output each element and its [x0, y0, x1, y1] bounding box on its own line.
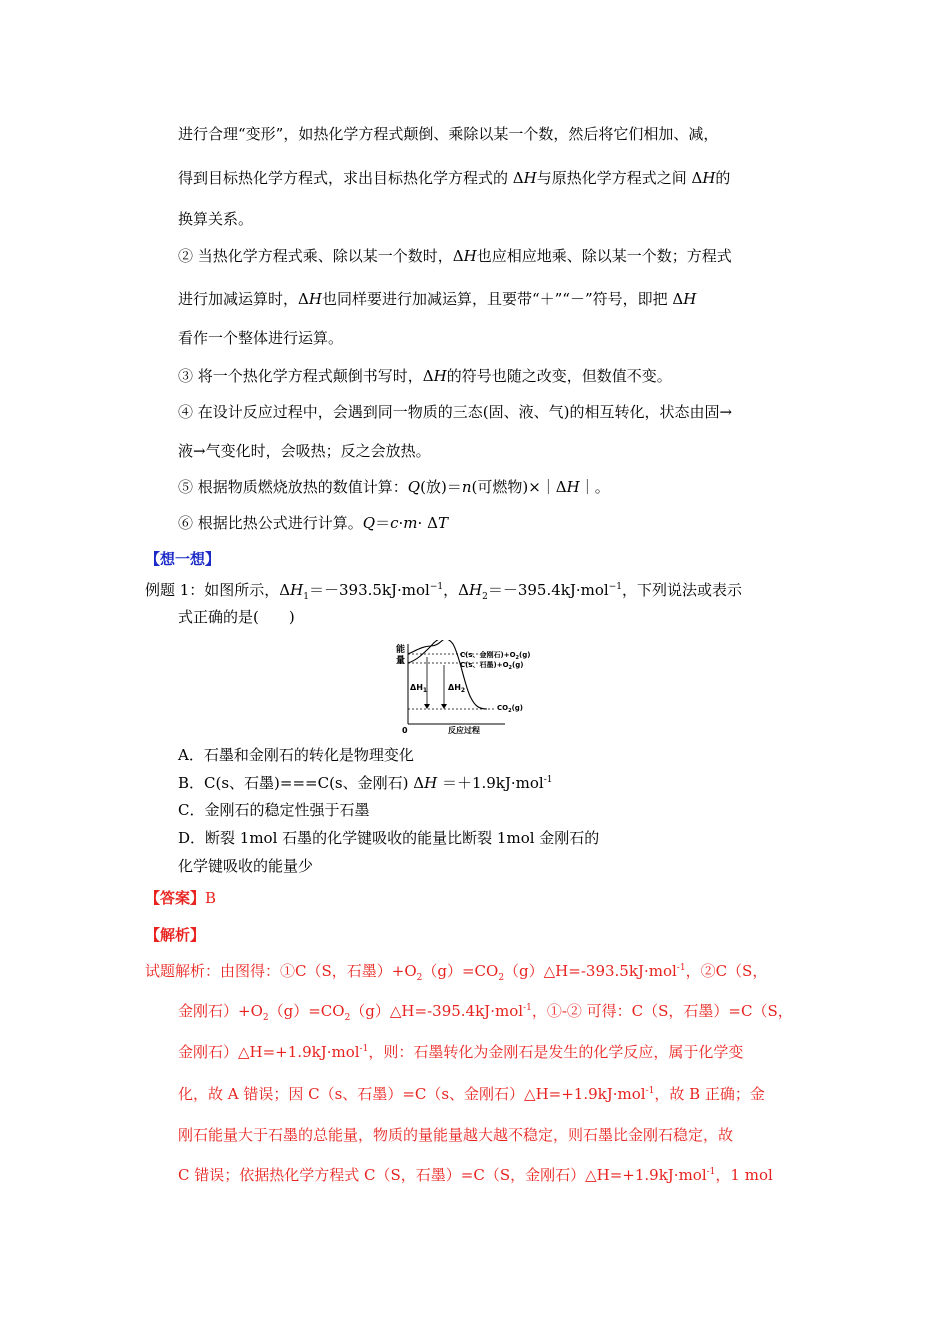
analysis-line-3: 金刚石）△H=+1.9kJ·mol$^{-1}$，则：石墨转化为金刚石是发生的化学反应，属于化学变: [178, 1043, 744, 1061]
analysis-line-6: C 错误；依据热化学方程式 C（S，石墨）=C（S，金刚石）△H=+1.9kJ·mol$^{-1}$，1 mol: [178, 1166, 773, 1184]
rule-3: ③ 将一个热化学方程式颠倒书写时，ΔH的符号也随之改变，但数值不变。: [178, 367, 672, 385]
analysis-line-2: 金刚石）$+O_2(g)=CO_2(g)\triangle H=-395.4kJ\cdot mol^{-1}$，①-② 可得：C（S，石墨）=C（S，: [178, 1002, 793, 1023]
paragraph-line-1: 进行合理“变形”，如热化学方程式颠倒、乘除以某一个数，然后将它们相加、减，: [178, 125, 719, 143]
answer-line: [145, 887, 216, 909]
analysis-line-1: 试题解析：由图得：①C（S，石墨）$+O_2(g)=CO_2(g)\triangle H=-393.5kJ\cdot mol^{-1}$，②C（S，: [145, 962, 768, 983]
diamond-label: C(s、金刚石)$+O_2(g)$: [460, 651, 531, 661]
option-d-line-1: D．断裂 1mol 石墨的化学键吸收的能量比断裂 1mol 金刚石的: [178, 829, 600, 847]
dh2-label: $\Delta H_2$: [448, 683, 466, 694]
paragraph-line-2: 得到目标热化学方程式，求出目标热化学方程式的 ΔH与原热化学方程式之间 ΔH的: [178, 169, 731, 187]
option-a: A．石墨和金刚石的转化是物理变化: [178, 746, 414, 764]
rule-5: ⑤ 根据物质燃烧放热的数值计算：Q(放)＝n(可燃物)×｜ΔH｜。: [178, 478, 610, 496]
energy-diagram: [395, 640, 545, 736]
diagram-ylabel-2: 量: [396, 656, 406, 666]
rule-2-line-3: 看作一个整体进行运算。: [178, 329, 344, 347]
graphite-label: C(s、石墨)$+O_2(g)$: [460, 661, 524, 671]
analysis-line-4: 化，故 A 错误；因 C（s、石墨）=C（s、金刚石）△H=+1.9kJ·mol$^{-1}$，故 B 正确；金: [178, 1085, 765, 1103]
dh1-label: $\Delta H_1$: [410, 683, 428, 694]
rule-4-line-1: ④ 在设计反应过程中，会遇到同一物质的三态(固、液、气)的相互转化，状态由固→: [178, 403, 733, 421]
diagram-xlabel: 反应过程: [448, 726, 480, 735]
rule-6: ⑥ 根据比热公式进行计算。Q＝c·m· ΔT: [178, 514, 448, 532]
rule-2-line-2: 进行加减运算时，ΔH也同样要进行加减运算，且要带“＋”“－”符号，即把 ΔH: [178, 290, 697, 308]
example-question-line-2: 式正确的是( ): [178, 608, 295, 626]
analysis-line-5: 刚石能量大于石墨的总能量，物质的量能量越大越不稳定，则石墨比金刚石稳定，故: [178, 1126, 734, 1144]
paragraph-line-3: 换算关系。: [178, 210, 254, 228]
think-header: 【想一想】: [145, 550, 221, 568]
rule-2-line-1: ② 当热化学方程式乘、除以某一个数时，ΔH也应相应地乘、除以某一个数；方程式: [178, 247, 732, 265]
co2-label: $CO_2(g)$: [497, 704, 523, 714]
option-b: B．C(s、石墨)===C(s、金刚石) ΔH ＝＋1.9kJ·mol$^{-1}$: [178, 774, 553, 792]
diagram-ylabel-1: 能: [396, 645, 406, 655]
diagram-origin: 0: [402, 726, 408, 735]
answer-header: 【答案】: [145, 889, 206, 907]
diamond-curve: [408, 640, 447, 654]
analysis-header: 【解析】: [145, 926, 206, 944]
example-question-line-1: 例题 1：如图所示，$\Delta H_1=-393.5kJ\cdot mol^{-1}$，$\Delta H_2=-395.4kJ\cdot mol^{-1}$，下列说法或表示: [145, 581, 742, 602]
answer-value: B: [205, 889, 217, 907]
option-d-line-2: 化学键吸收的能量少: [178, 857, 314, 875]
option-c: C．金刚石的稳定性强于石墨: [178, 801, 370, 819]
rule-4-line-2: 液→气变化时，会吸热；反之会放热。: [178, 442, 431, 460]
